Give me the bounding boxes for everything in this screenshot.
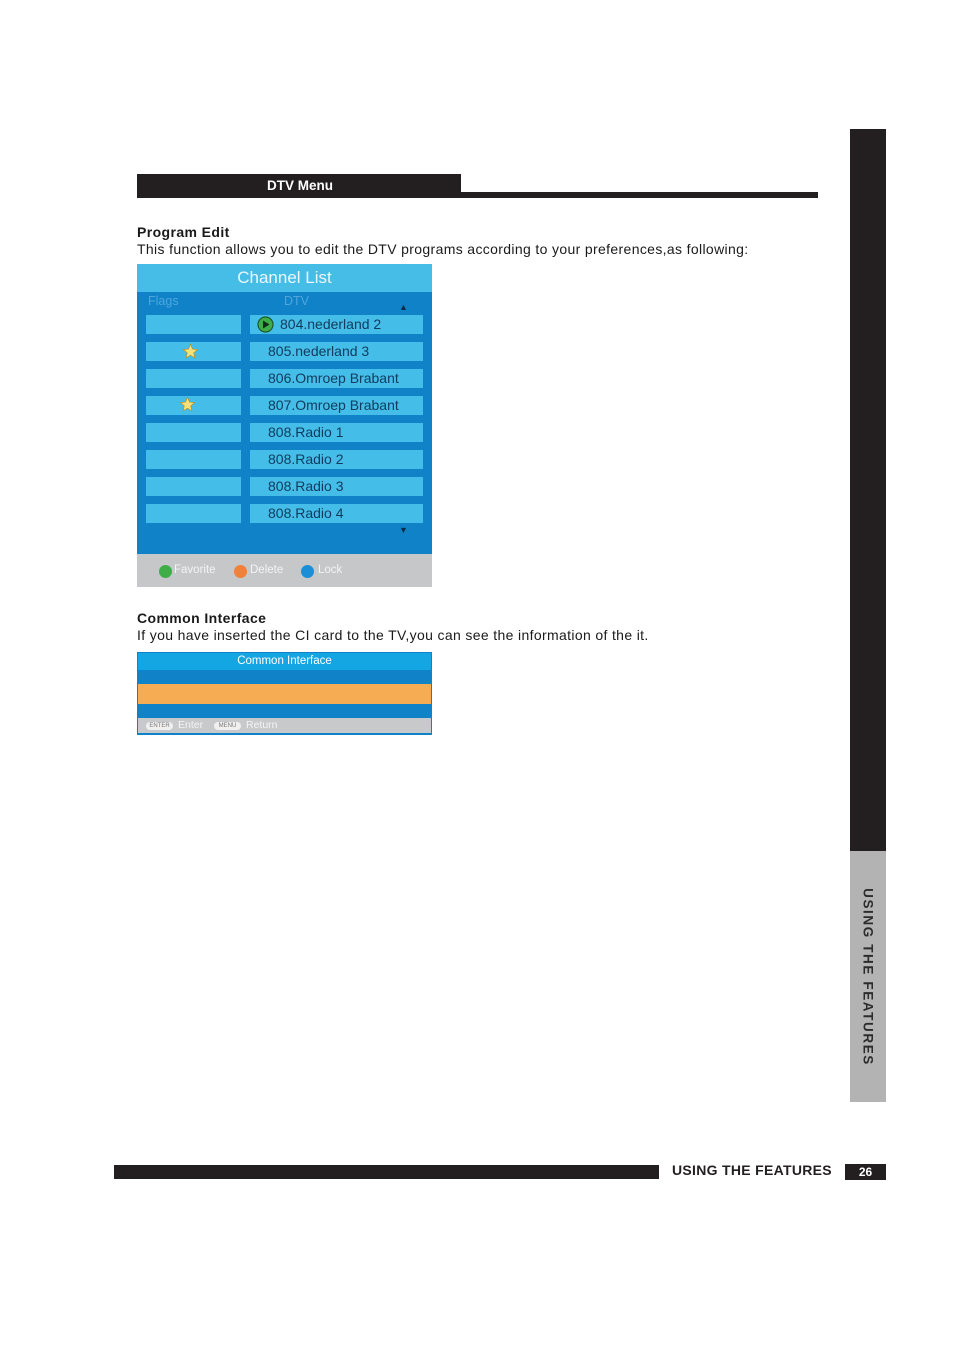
channel-row[interactable] <box>250 450 423 469</box>
favorite-star-icon <box>182 343 199 360</box>
channel-name: 807.Omroep Brabant <box>268 397 399 413</box>
flag-cell[interactable] <box>146 450 241 469</box>
channel-row[interactable] <box>250 396 423 415</box>
favorite-star-icon <box>179 396 196 413</box>
lock-dot-icon <box>301 565 314 578</box>
channel-name: 808.Radio 2 <box>268 451 344 467</box>
section-header-rule <box>461 192 818 198</box>
channel-list-panel <box>137 264 432 587</box>
side-tab-label <box>850 851 886 1102</box>
enter-key-icon: ENTER <box>146 722 173 730</box>
program-edit-description: This function allows you to edit the DTV programs according to your preferences,as following: <box>137 241 749 257</box>
channel-name: 808.Radio 3 <box>268 478 344 494</box>
channel-name: 808.Radio 1 <box>268 424 344 440</box>
side-tab-dark <box>850 129 886 851</box>
flag-cell[interactable] <box>146 369 241 388</box>
scroll-down-icon[interactable]: ▼ <box>399 525 408 535</box>
enter-label: Enter <box>178 719 204 731</box>
page-number: 26 <box>845 1164 886 1180</box>
channel-row[interactable] <box>250 315 423 334</box>
delete-label: Delete <box>250 564 284 576</box>
ci-selected-row[interactable] <box>138 684 431 704</box>
common-interface-panel <box>137 652 432 735</box>
menu-key-icon: MENU <box>214 722 241 730</box>
delete-dot-icon <box>234 565 247 578</box>
channel-row[interactable] <box>250 369 423 388</box>
program-edit-title: Program Edit <box>137 224 230 240</box>
dtv-column-header: DTV <box>284 294 309 308</box>
flag-cell[interactable] <box>146 477 241 496</box>
flag-cell[interactable] <box>146 423 241 442</box>
common-interface-title: Common Interface <box>137 610 267 626</box>
channel-name: 805.nederland 3 <box>268 343 370 359</box>
footer-bar <box>114 1165 659 1179</box>
return-label: Return <box>246 719 278 731</box>
flags-column-header: Flags <box>148 294 179 308</box>
channel-name: 808.Radio 4 <box>268 505 344 521</box>
flag-cell[interactable] <box>146 315 241 334</box>
lock-label: Lock <box>318 564 343 576</box>
ci-panel-title: Common Interface <box>237 655 332 667</box>
channel-name: 804.nederland 2 <box>280 316 382 332</box>
common-interface-description: If you have inserted the CI card to the TV,you can see the information of the it. <box>137 627 649 643</box>
side-tab-text: USING THE FEATURES <box>860 887 876 1066</box>
favorite-label: Favorite <box>174 564 216 576</box>
channel-list-title: Channel List <box>237 268 332 287</box>
flag-cell[interactable] <box>146 342 241 361</box>
section-header-title: DTV Menu <box>267 178 333 193</box>
flag-cell[interactable] <box>146 504 241 523</box>
channel-row[interactable] <box>250 504 423 523</box>
flag-cell[interactable] <box>146 396 241 415</box>
channel-row[interactable] <box>250 477 423 496</box>
channel-row[interactable] <box>250 423 423 442</box>
scroll-up-icon[interactable]: ▲ <box>399 302 408 312</box>
footer-section-label: USING THE FEATURES <box>672 1162 832 1178</box>
channel-row[interactable] <box>250 342 423 361</box>
favorite-dot-icon <box>159 565 172 578</box>
play-icon <box>257 316 274 333</box>
channel-name: 806.Omroep Brabant <box>268 370 399 386</box>
